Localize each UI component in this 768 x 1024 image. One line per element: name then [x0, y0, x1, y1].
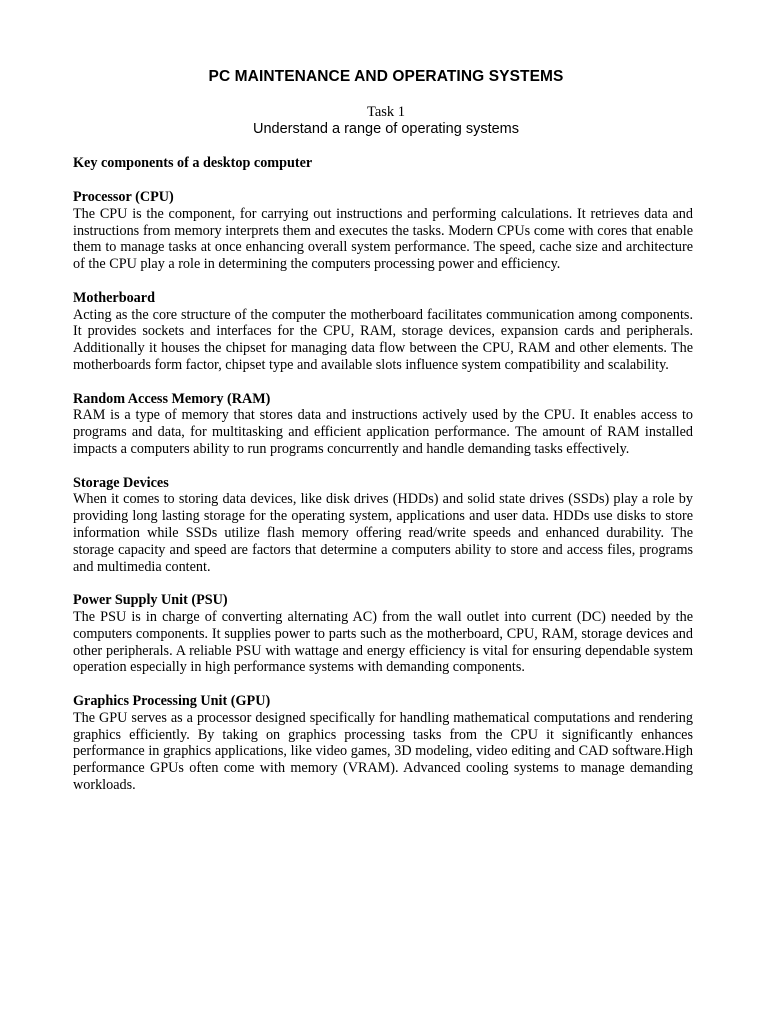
key-components-heading: Key components of a desktop computer — [73, 155, 313, 171]
section-gpu — [73, 693, 693, 794]
section-heading: Processor (CPU) — [73, 189, 174, 205]
section-motherboard — [73, 290, 693, 374]
section-heading: Storage Devices — [73, 474, 169, 491]
section-body: RAM is a type of memory that stores data and instructions actively used by the CPU. It enables access to programs and data, for multitasking and efficient application performance. The amount of RAM installed impacts a computers ability to run programs concurrently and handle demanding tasks effectively. — [73, 407, 693, 457]
task-label: Task 1 — [366, 104, 406, 120]
section-body: The CPU is the component, for carrying out instructions and performing calculations. It retrieves data and instructions from memory interprets them and executes the tasks. Modern CPUs come with cores that enable them to manage tasks at once enhancing overall system performance. The speed, cache size and architecture of the CPU play a role in determining the computers processing power and efficiency. — [73, 205, 693, 273]
section-heading: Motherboard — [73, 289, 155, 306]
section-body: When it comes to storing data devices, like disk drives (HDDs) and solid state drives (SSDs) play a role by providing long lasting storage for the operating system, applications and user data. HDDs use disks to store information while SSDs utilize flash memory offering read/write speeds and enhanced durability. The storage capacity and speed are factors that determine a computers ability to store and access files, programs and multimedia content. — [73, 491, 693, 575]
section-body: The PSU is in charge of converting alternating AC) from the wall outlet into current (DC) needed by the computers components. It supplies power to parts such as the motherboard, CPU, RAM, storage devices and other peripherals. A reliable PSU with wattage and energy efficiency is vital for ensuring dependable system operation especially in high performance systems with demanding components. — [73, 608, 693, 676]
section-heading: Random Access Memory (RAM) — [73, 390, 271, 407]
section-psu — [73, 592, 693, 676]
section-storage — [73, 475, 693, 576]
document-subtitle: Understand a range of operating systems — [253, 121, 519, 137]
section-ram — [73, 391, 693, 458]
section-heading: Power Supply Unit (PSU) — [73, 592, 228, 609]
section-body: Acting as the core structure of the computer the motherboard facilitates communication among components. It provides sockets and interfaces for the CPU, RAM, storage devices, expansion cards and peripherals. Additionally it houses the chipset for managing data flow between the CPU, RAM and other elements. The motherboards form factor, chipset type and available slots influence system compatibility and scalability. — [73, 306, 693, 373]
document-title: PC MAINTENANCE AND OPERATING SYSTEMS — [208, 68, 564, 85]
sections-container — [73, 189, 693, 810]
section-cpu — [73, 189, 693, 273]
section-heading: Graphics Processing Unit (GPU) — [73, 692, 271, 709]
section-body: The GPU serves as a processor designed specifically for handling mathematical computations and rendering graphics efficiently. By taking on graphics processing tasks from the CPU it significantly enhances performance in graphics applications, like video games, 3D modeling, video editing and CAD software.High performance GPUs often come with memory (VRAM). Advanced cooling systems to manage demanding workloads. — [73, 709, 693, 793]
